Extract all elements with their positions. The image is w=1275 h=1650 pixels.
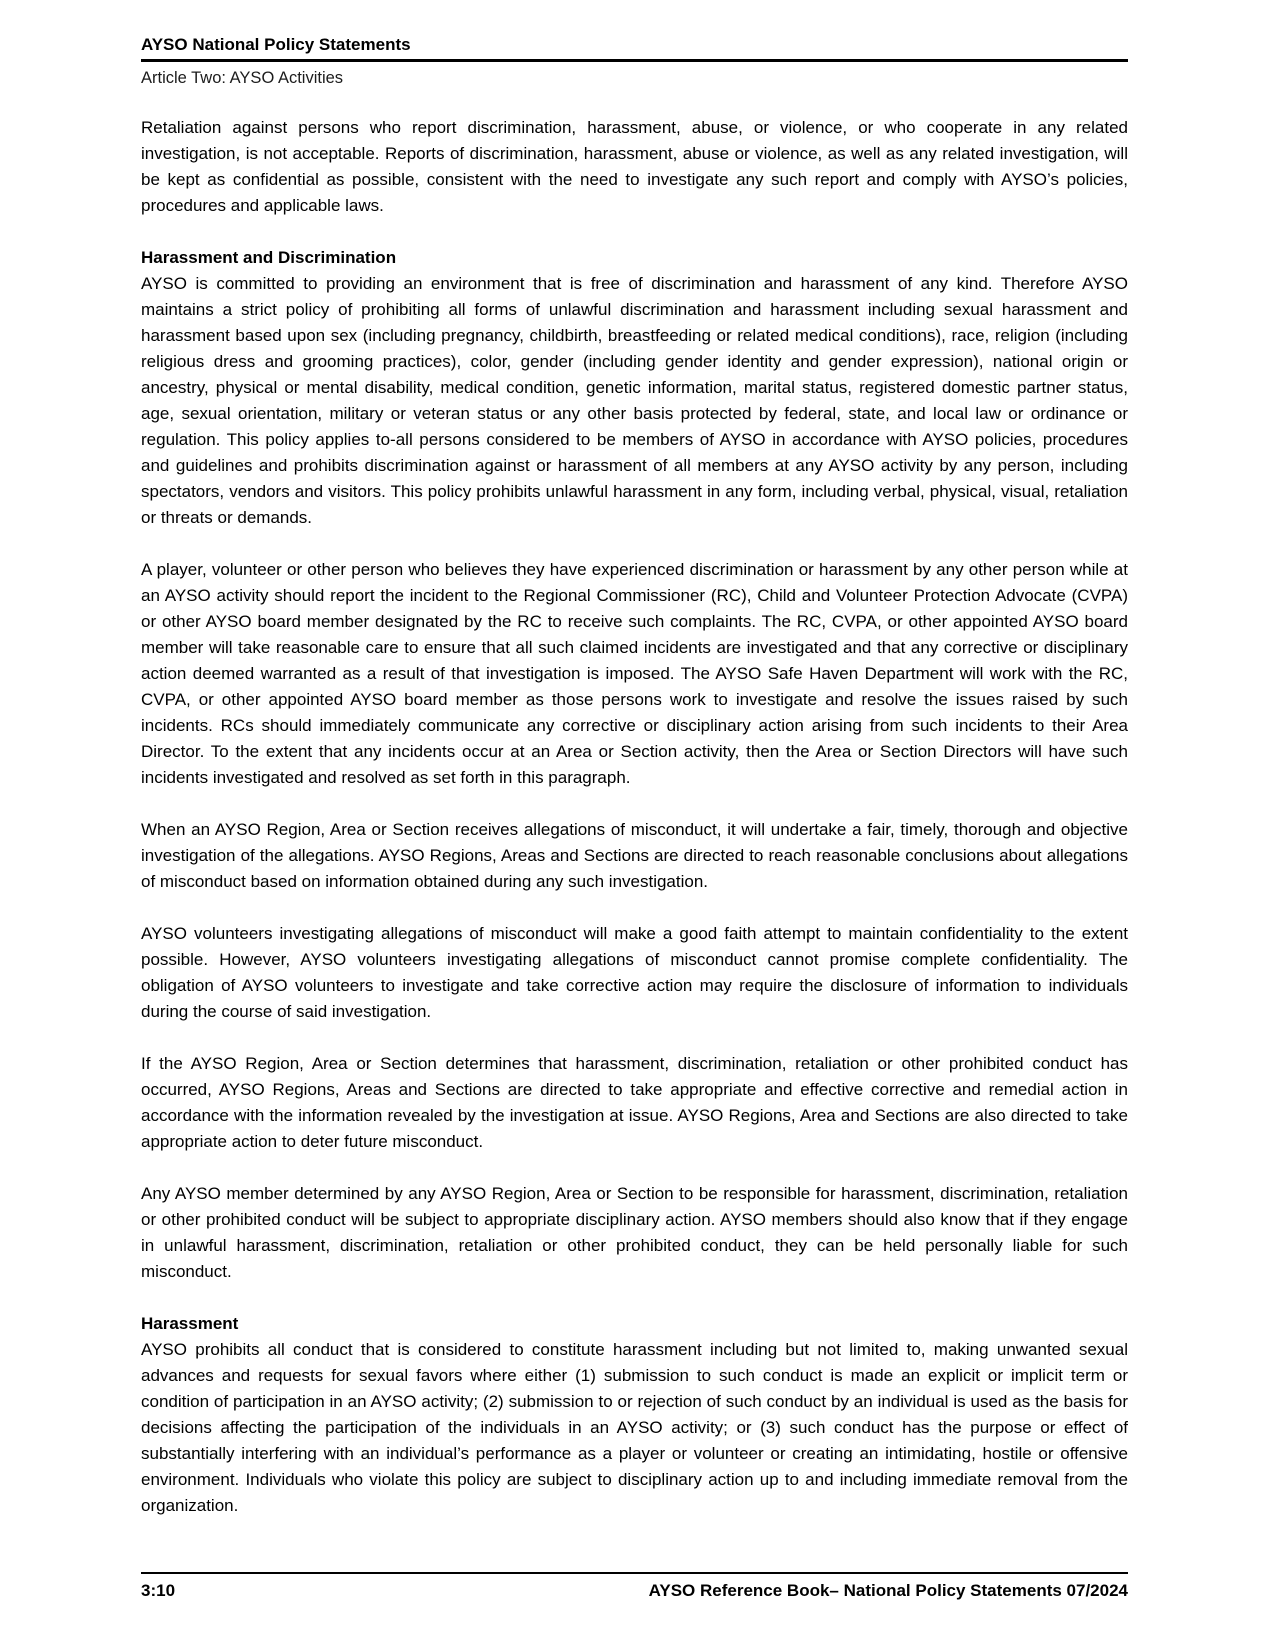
paragraph: AYSO is committed to providing an environment that is free of discrimination and harassment of any kind. Therefore AYSO maintains a strict policy of prohibiting all forms of unlawful discrimination and harassment including sexual harassment and harassment based upon sex (including pregnancy, childbirth, breastfeeding or related medical conditions), race, religion (including religious dress and grooming practices), color, gender (including gender identity and gender expression), national origin or ancestry, physical or mental disability, medical condition, genetic information, marital status, registered domestic partner status, age, sexual orientation, military or veteran status or any other basis protected by federal, state, and local law or ordinance or regulation. This policy applies to-all persons considered to be members of AYSO in accordance with AYSO policies, procedures and guidelines and prohibits discrimination against or harassment of all members at any AYSO activity by any person, including spectators, vendors and visitors. This policy prohibits unlawful harassment in any form, including verbal, physical, visual, retaliation or threats or demands. (141, 274, 1128, 527)
document-footer (141, 1572, 1128, 1601)
paragraph: AYSO volunteers investigating allegations of misconduct will make a good faith attempt to maintain confidentiality to the extent possible. However, AYSO volunteers investigating allegations of misconduct cannot promise complete confidentiality. The obligation of AYSO volunteers to investigate and take corrective action may require the disclosure of information to individuals during the course of said investigation. (141, 924, 1128, 1021)
section-heading-harassment: Harassment (141, 1314, 239, 1333)
section-heading-harassment-and-discrimination: Harassment and Discrimination (141, 248, 397, 267)
paragraph: Any AYSO member determined by any AYSO Region, Area or Section to be responsible for harassment, discrimination, retaliation or other prohibited conduct will be subject to appropriate disciplinary action. AYSO members should also know that if they engage in unlawful harassment, discrimination, retaliation or other prohibited conduct, they can be held personally liable for such misconduct. (141, 1184, 1128, 1281)
paragraph: When an AYSO Region, Area or Section receives allegations of misconduct, it will undertake a fair, timely, thorough and objective investigation of the allegations. AYSO Regions, Areas and Sections are directed to reach reasonable conclusions about allegations of misconduct based on information obtained during any such investigation. (141, 820, 1128, 891)
page-number: 3:10 (141, 1581, 176, 1600)
paragraph: AYSO prohibits all conduct that is considered to constitute harassment including but not limited to, making unwanted sexual advances and requests for sexual favors where either (1) submission to such conduct is made an explicit or implicit term or condition of participation in an AYSO activity; (2) submission to or rejection of such conduct by an individual is used as the basis for decisions affecting the participation of the individuals in an AYSO activity; or (3) such conduct has the purpose or effect of substantially interfering with an individual’s performance as a player or volunteer or creating an intimidating, hostile or offensive environment. Individuals who violate this policy are subject to disciplinary action up to and including immediate removal from the organization. (141, 1340, 1128, 1515)
document-subtitle: Article Two: AYSO Activities (141, 69, 344, 87)
document-body (141, 115, 1128, 1519)
intro-paragraph: Retaliation against persons who report discrimination, harassment, abuse, or violence, or who cooperate in any related investigation, is not acceptable. Reports of discrimination, harassment, abuse or violence, as well as any related investigation, will be kept as confidential as possible, consistent with the need to investigate any such report and comply with AYSO’s policies, procedures and applicable laws. (141, 118, 1128, 215)
paragraph: A player, volunteer or other person who believes they have experienced discrimination or harassment by any other person while at an AYSO activity should report the incident to the Regional Commissioner (RC), Child and Volunteer Protection Advocate (CVPA) or other AYSO board member designated by the RC to receive such complaints. The RC, CVPA, or other appointed AYSO board member will take reasonable care to ensure that all such claimed incidents are investigated and that any corrective or disciplinary action deemed warranted as a result of that investigation is imposed. The AYSO Safe Haven Department will work with the RC, CVPA, or other appointed AYSO board member as those persons work to investigate and resolve the issues raised by such incidents. RCs should immediately communicate any corrective or disciplinary action arising from such incidents to their Area Director. To the extent that any incidents occur at an Area or Section activity, then the Area or Section Directors will have such incidents investigated and resolved as set forth in this paragraph. (141, 560, 1128, 787)
document-header (141, 34, 1128, 89)
document-title: AYSO National Policy Statements (141, 34, 1128, 62)
paragraph: If the AYSO Region, Area or Section determines that harassment, discrimination, retaliation or other prohibited conduct has occurred, AYSO Regions, Areas and Sections are directed to take appropriate and effective corrective and remedial action in accordance with the information revealed by the investigation at issue. AYSO Regions, Area and Sections are also directed to take appropriate action to deter future misconduct. (141, 1054, 1128, 1151)
footer-reference: AYSO Reference Book– National Policy Statements 07/2024 (648, 1581, 1128, 1600)
